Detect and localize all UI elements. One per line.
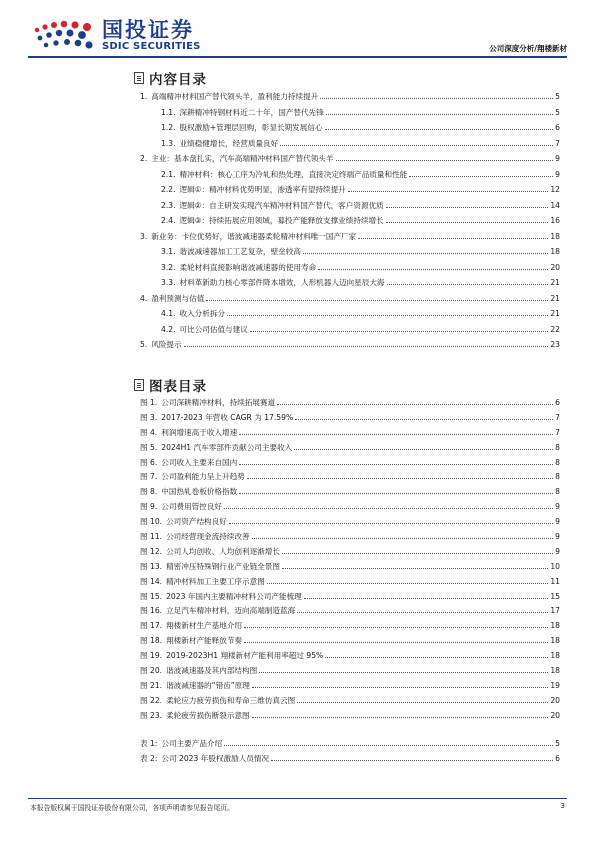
page-number: 3 [560, 802, 565, 810]
toc-entry[interactable] [140, 560, 560, 575]
toc-entry[interactable] [140, 530, 560, 545]
toc-entry-number: 图 21. [140, 680, 163, 690]
toc-dot-leader [239, 434, 553, 435]
toc-entry-page: 8 [555, 457, 560, 467]
contents-heading [134, 68, 207, 88]
toc-dot-leader [387, 284, 549, 285]
toc-dot-leader [318, 269, 548, 270]
footer-divider [28, 798, 567, 799]
header-divider [28, 56, 567, 58]
toc-entry[interactable] [140, 649, 560, 664]
toc-entry-number: 图 15. [140, 591, 163, 601]
toc-entry[interactable] [140, 752, 560, 767]
toc-entry-number: 图 19. [140, 651, 163, 661]
toc-dot-leader [326, 114, 553, 115]
toc-entry-number: 图 16. [140, 606, 163, 616]
toc-entry-number: 1.1. [161, 107, 176, 117]
toc-dot-leader [244, 642, 548, 643]
toc-entry-page: 9 [555, 502, 560, 512]
toc-entry-label: 2023 年国内主要精冲材料公司产能梳理 [166, 591, 302, 601]
toc-entry-label: 精冲材料：核心工序为冷轧和热处理，直接决定终端产品质量和性能 [179, 169, 408, 179]
toc-entry-number: 3.1. [161, 247, 176, 256]
toc-entry-number: 图 3. [140, 412, 158, 422]
toc-dot-leader [348, 191, 549, 192]
toc-entry-page: 23 [550, 340, 560, 349]
toc-entry-number: 4. [140, 293, 148, 303]
toc-dot-leader [295, 419, 553, 420]
logo-english-name: SDIC SECURITIES [102, 40, 201, 52]
toc-entry-label: 翔楼新材生产基地介绍 [166, 621, 243, 631]
report-type: 公司深度分析/翔楼新材 [489, 44, 567, 53]
toc-entry-label: 利润增速高于收入增速 [161, 427, 238, 437]
toc-entry-page: 8 [555, 472, 560, 482]
toc-entry-label: 翔楼新材产能释放节奏 [166, 636, 243, 646]
toc-entry[interactable] [140, 136, 560, 152]
toc-dot-leader [325, 657, 548, 658]
toc-dot-leader [294, 449, 553, 450]
toc-entry[interactable] [140, 89, 560, 105]
toc-entry-label: 公司收入主要来自国内 [161, 457, 238, 467]
toc-dot-leader [271, 760, 553, 761]
toc-entry[interactable] [140, 456, 560, 471]
toc-entry-number: 图 7. [140, 472, 158, 482]
toc-entry-page: 11 [550, 576, 560, 586]
toc-entry-label: 深耕精冲特钢材料近二十年，国产替代先锋 [179, 107, 324, 117]
toc-dot-leader [303, 253, 548, 254]
toc-entry-number: 1.3. [161, 138, 176, 148]
toc-dot-leader [280, 145, 553, 146]
toc-dot-leader [336, 160, 554, 161]
toc-dot-leader [325, 129, 554, 130]
toc-entry-number: 图 18. [140, 636, 163, 646]
toc-entry-page: 6 [555, 123, 560, 132]
toc-entry-label: 公司盈利能力呈上升趋势 [161, 472, 245, 482]
toc-entry-number: 3.2. [161, 262, 176, 272]
figures-heading [134, 375, 207, 395]
toc-entry-page: 12 [550, 185, 560, 194]
toc-dot-leader [267, 583, 549, 584]
toc-dot-leader [386, 207, 549, 208]
toc-entry[interactable] [140, 198, 560, 214]
toc-entry[interactable] [140, 229, 560, 245]
toc-entry-label: 谐波减速器及其内部结构图 [166, 666, 258, 676]
toc-entry-page: 5 [555, 92, 560, 101]
toc-entry[interactable] [140, 182, 560, 198]
toc-entry-number: 图 1. [140, 398, 158, 407]
toc-entry-page: 17 [550, 606, 560, 616]
toc-entry-label: 公司经营现金流持续改善 [166, 532, 250, 542]
toc-entry[interactable] [140, 634, 560, 649]
toc-entry-number: 图 10. [140, 517, 163, 527]
toc-entry-label: 2019-2023H1 翔楼新材产能利用率超过 95% [166, 651, 324, 661]
toc-entry-page: 5 [555, 739, 560, 748]
toc-entry-number: 3. [140, 231, 148, 241]
toc-entry-page: 20 [550, 262, 560, 272]
toc-entry-number: 1.2. [161, 123, 176, 132]
toc-dot-leader [239, 493, 553, 494]
toc-entry-label: 可比公司估值与建议 [179, 324, 248, 334]
toc-entry-label: 盈利预测与估值 [151, 293, 205, 303]
toc-entry-page: 18 [550, 666, 560, 676]
toc-dot-leader [409, 176, 553, 177]
toc-entry-label: 逻辑①：精冲材料优势明显，渗透率有望持续提升 [179, 185, 346, 194]
toc-dot-leader [304, 598, 549, 599]
toc-entry-number: 2.1. [161, 169, 176, 179]
toc-dot-leader [247, 478, 553, 479]
toc-entry[interactable] [140, 679, 560, 694]
toc-entry-page: 9 [555, 532, 560, 542]
toc-entry-page: 7 [555, 138, 560, 148]
toc-dot-leader [259, 672, 548, 673]
toc-entry-page: 21 [550, 293, 560, 303]
toc-dot-leader [224, 745, 553, 746]
toc-entry-number: 图 11. [140, 532, 163, 542]
toc-dot-leader [227, 315, 548, 316]
toc-entry-page: 14 [550, 200, 560, 210]
toc-entry-number: 表 1: [140, 739, 158, 748]
logo-mark-icon [30, 18, 98, 52]
toc-entry-page: 7 [555, 412, 560, 422]
toc-entry[interactable] [140, 426, 560, 441]
toc-dot-leader [206, 300, 548, 301]
toc-entry[interactable] [140, 694, 560, 709]
toc-entry-label: 2024H1 汽车零部件贡献公司主要收入 [161, 442, 293, 452]
toc-entry-label: 逻辑③：持续拓展应用领域，募投产能释放支撑业绩持续增长 [179, 216, 384, 225]
toc-entry-label: 立足汽车精冲材料，迈向高端制造蓝海 [166, 606, 296, 616]
toc-dot-leader [184, 346, 549, 347]
toc-dot-leader [297, 702, 548, 703]
toc-entry-number: 图 9. [140, 502, 158, 512]
toc-entry[interactable] [140, 260, 560, 276]
toc-entry-label: 材料革新助力核心零部件降本增效，人形机器人迈向星辰大海 [179, 278, 385, 287]
toc-entry[interactable] [140, 105, 560, 121]
document-icon [134, 379, 144, 391]
company-logo [30, 18, 201, 52]
toc-entry[interactable] [140, 515, 560, 530]
toc-entry-page: 7 [555, 427, 560, 437]
toc-entry-page: 21 [550, 278, 560, 287]
toc-entry[interactable] [140, 244, 560, 260]
toc-dot-leader [252, 687, 548, 688]
toc-dot-leader [250, 331, 548, 332]
toc-entry-page: 18 [550, 621, 560, 631]
toc-entry-number: 图 14. [140, 576, 163, 586]
toc-entry-number: 2.2. [161, 185, 176, 194]
toc-dot-leader [282, 553, 553, 554]
toc-entry-label: 公司 2023 年股权激励人员情况 [161, 753, 270, 763]
toc-dot-leader [252, 538, 554, 539]
toc-entry[interactable] [140, 411, 560, 426]
toc-entry-label: 公司人均创收、人均创利逐渐增长 [166, 546, 280, 556]
toc-entry-page: 19 [550, 680, 560, 690]
toc-entry[interactable] [140, 275, 560, 291]
toc-dot-leader [282, 568, 548, 569]
toc-entry[interactable] [140, 151, 560, 167]
toc-entry-number: 图 5. [140, 442, 158, 452]
toc-entry-label: 新业务：卡位优势好，谐波减速器柔轮精冲材料唯一国产厂家 [151, 231, 357, 241]
toc-entry-label: 精密冲压特殊钢行业产业链全景图 [166, 561, 280, 571]
toc-dot-leader [277, 404, 553, 405]
toc-entry-page: 18 [550, 247, 560, 256]
toc-entry[interactable] [140, 664, 560, 679]
toc-entry-label: 谐波减速器加工工艺复杂，壁垒较高 [179, 247, 301, 256]
toc-entry-number: 图 20. [140, 666, 163, 676]
toc-dot-leader [358, 238, 548, 239]
toc-entry[interactable] [140, 604, 560, 619]
toc-entry-page: 10 [550, 561, 560, 571]
toc-entry-label: 收入分析拆分 [179, 309, 226, 318]
toc-dot-leader [320, 98, 553, 99]
toc-entry-page: 20 [550, 710, 560, 720]
toc-entry-number: 2.3. [161, 200, 176, 210]
toc-dot-leader [386, 222, 549, 223]
toc-entry[interactable] [140, 737, 560, 752]
toc-entry[interactable] [140, 120, 560, 136]
toc-entry[interactable] [140, 396, 560, 411]
toc-entry-label: 谐波减速器的“错齿”原理 [166, 680, 250, 690]
toc-dot-leader [252, 717, 549, 718]
toc-entry-page: 9 [555, 169, 560, 179]
toc-entry-label: 中国热轧卷板价格指数 [161, 487, 238, 497]
toc-entry-label: 柔轮材料直接影响谐波减速器的使用寿命 [179, 262, 317, 272]
toc-entry[interactable] [140, 322, 560, 338]
toc-entry[interactable] [140, 470, 560, 485]
toc-entry[interactable] [140, 485, 560, 500]
toc-entry-number: 2. [140, 154, 148, 163]
toc-entry-number: 图 12. [140, 546, 163, 556]
page-header [0, 0, 595, 62]
toc-entry-label: 柔轮疲劳损伤断裂示意图 [166, 710, 250, 720]
toc-entry-number: 图 17. [140, 621, 163, 631]
toc-entry-label: 公司资产结构良好 [166, 517, 227, 527]
figures-title: 图表目录 [149, 379, 207, 395]
toc-entry-number: 3.3. [161, 278, 176, 287]
toc-entry[interactable] [140, 306, 560, 322]
toc-entry[interactable] [140, 709, 560, 724]
toc-entry-label: 精冲材料加工主要工序示意图 [166, 576, 265, 586]
toc-dot-leader [239, 464, 553, 465]
toc-entry-number: 4.2. [161, 324, 176, 334]
toc-entry[interactable] [140, 575, 560, 590]
toc-entry[interactable] [140, 441, 560, 456]
toc-entry-number: 4.1. [161, 309, 176, 318]
toc-entry-label: 公司费用管控良好 [161, 502, 223, 512]
toc-entry-number: 2.4. [161, 216, 176, 225]
toc-entry-label: 公司主要产品介绍 [161, 739, 223, 748]
toc-dot-leader [229, 523, 553, 524]
document-icon [134, 72, 144, 84]
toc-entry-page: 22 [550, 324, 560, 334]
toc-entry-number: 图 4. [140, 427, 158, 437]
toc-entry-page: 18 [550, 231, 560, 241]
toc-dot-leader [297, 612, 548, 613]
toc-entry-label: 柔轮应力疲劳损伤和寿命三维仿真云图 [166, 695, 296, 705]
toc-entry-number: 图 6. [140, 457, 158, 467]
toc-entry-page: 18 [550, 636, 560, 646]
toc-entry-page: 16 [550, 216, 560, 225]
toc-entry[interactable] [140, 619, 560, 634]
toc-entry-page: 6 [555, 753, 560, 763]
toc-entry-label: 股权激励+管理层回购，彰显长期发展信心 [179, 123, 323, 132]
toc-entry-label: 公司深耕精冲材料，持续拓展赛道 [161, 398, 276, 407]
toc-dot-leader [244, 627, 548, 628]
toc-entry-label: 逻辑②：自主研发实现汽车精冲材料国产替代，客户资源优质 [179, 200, 384, 210]
toc-entry-label: 高端精冲材料国产替代领头羊，盈利能力持续提升 [151, 92, 319, 101]
toc-entry-label: 主业：基本盘扎实，汽车高端精冲材料国产替代领头羊 [151, 154, 334, 163]
toc-entry-page: 6 [555, 398, 560, 407]
toc-entry-page: 20 [550, 695, 560, 705]
toc-entry-number: 图 22. [140, 695, 163, 705]
toc-entry-page: 18 [550, 651, 560, 661]
toc-entry[interactable] [140, 500, 560, 515]
toc-entry-number: 图 8. [140, 487, 158, 497]
toc-entry-page: 9 [555, 546, 560, 556]
toc-entry-page: 8 [555, 442, 560, 452]
toc-entry[interactable] [140, 213, 560, 229]
toc-entry-number: 5. [140, 340, 148, 349]
figures-list [140, 396, 560, 724]
toc-entry[interactable] [140, 545, 560, 560]
toc-entry-page: 8 [555, 487, 560, 497]
toc-entry-number: 图 13. [140, 561, 163, 571]
toc-entry-page: 9 [555, 154, 560, 163]
toc-entry-page: 15 [550, 591, 560, 601]
toc-entry-page: 21 [550, 309, 560, 318]
logo-chinese-name: 国投证券 [102, 17, 194, 42]
tables-list [140, 737, 560, 767]
toc-entry[interactable] [140, 167, 560, 183]
toc-entry-label: 业绩稳健增长，经营质量良好 [179, 138, 279, 148]
toc-entry-label: 2017-2023 年营收 CAGR 为 17.59% [161, 412, 294, 422]
toc-dot-leader [224, 508, 553, 509]
footer-disclaimer: 本报告版权属于国投证券股份有限公司，各项声明请参见报告尾页。 [30, 804, 234, 812]
toc-entry[interactable] [140, 291, 560, 307]
toc-entry-label: 风险提示 [151, 340, 182, 349]
toc-entry-number: 表 2: [140, 753, 158, 763]
toc-entry-number: 图 23. [140, 710, 163, 720]
contents-list [140, 89, 560, 353]
toc-entry-page: 5 [555, 107, 560, 117]
toc-entry-page: 9 [555, 517, 560, 527]
toc-entry[interactable] [140, 590, 560, 605]
contents-title: 内容目录 [149, 72, 207, 88]
toc-entry-number: 1. [140, 92, 148, 101]
toc-entry[interactable] [140, 337, 560, 353]
